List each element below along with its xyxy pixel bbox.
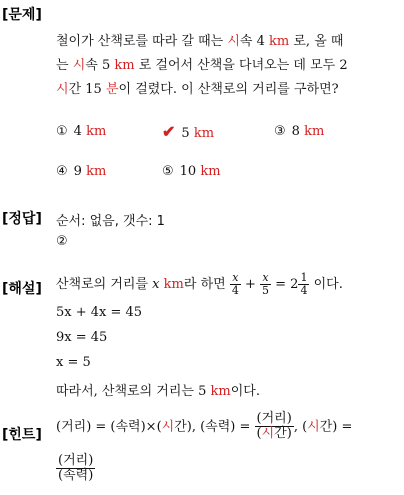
unit-km: km (163, 277, 184, 293)
option-5[interactable] (162, 164, 221, 179)
text: 속 5 (85, 58, 115, 73)
text: 철이가 산책로를 따라 갈 때는 (56, 34, 228, 49)
explanation-label: [해설] (2, 281, 42, 297)
highlight: 시 (227, 34, 240, 49)
text: 라 하면 (183, 277, 230, 293)
checkmark-icon: ✔ (162, 122, 176, 141)
numerator: x (260, 272, 271, 285)
highlight: 시 (72, 58, 86, 73)
explanation-line-4: x = 5 (56, 355, 91, 370)
variable-x: x (152, 277, 160, 293)
answer-label: [정답] (2, 211, 42, 227)
fraction (260, 272, 271, 297)
option-number: ④ (56, 164, 68, 179)
unit-km: km (269, 34, 290, 49)
text: 로, 올 때 (289, 34, 344, 49)
option-value: 9 (73, 164, 82, 179)
text: , ( (293, 419, 308, 435)
option-value: 10 (179, 164, 197, 179)
unit-km: km (304, 124, 325, 139)
option-3[interactable] (274, 124, 324, 139)
numerator: 1 (300, 271, 308, 284)
unit-km: km (114, 58, 135, 73)
unit-km: km (86, 164, 107, 179)
highlight: 시 (307, 419, 320, 435)
option-4[interactable] (56, 164, 106, 179)
option-1[interactable] (56, 124, 106, 139)
text: 간) (274, 426, 292, 442)
text: 간), (속력) = (174, 419, 255, 435)
numerator: x (230, 272, 241, 285)
denominator: (속력) (58, 468, 94, 484)
operator: + (240, 277, 260, 293)
unit-km: km (193, 126, 215, 141)
unit-km: km (86, 124, 107, 139)
numerator: (거리) (255, 412, 294, 427)
text: 이다. (313, 277, 343, 293)
problem-line-2 (56, 54, 348, 73)
text: (거리) = (속력)×( (56, 419, 162, 435)
denominator (255, 427, 294, 441)
fraction (255, 412, 294, 442)
text: 로 걸어서 산책을 다녀오는 데 모두 2 (134, 58, 348, 73)
option-value: 5 (181, 126, 190, 141)
text: 산책로의 거리를 (56, 277, 153, 293)
fraction (230, 272, 241, 297)
problem-label: [문제] (2, 7, 42, 23)
option-value: 8 (291, 124, 300, 139)
highlight: 시 (161, 419, 175, 435)
option-value: 4 (73, 124, 82, 139)
unit-km: km (200, 164, 221, 179)
option-number: ⑤ (162, 164, 174, 179)
denominator: 4 (231, 284, 239, 298)
denominator: 5 (262, 284, 269, 298)
hint-line-2 (56, 454, 95, 484)
problem-line-1 (56, 30, 343, 49)
text: 간) = (319, 419, 353, 435)
option-2[interactable] (162, 122, 214, 141)
fraction (56, 454, 95, 484)
highlight: 시 (261, 426, 275, 442)
explanation-line-5 (56, 380, 260, 399)
hint-label: [힌트] (2, 427, 42, 443)
text: ( (256, 426, 262, 442)
numerator: (거리) (58, 453, 94, 468)
explanation-line-2: 5x + 4x = 45 (56, 305, 143, 320)
fraction (298, 272, 309, 297)
text: 는 (56, 58, 73, 73)
text: 간 15 (68, 82, 106, 97)
text: 이다. (230, 384, 260, 399)
operator: = 2 (271, 277, 299, 293)
unit-km: km (210, 384, 231, 399)
highlight: 분 (105, 82, 119, 97)
text: 속 4 (239, 34, 270, 49)
answer-line-2: ② (56, 234, 68, 249)
option-number: ③ (274, 124, 286, 139)
hint-line-1 (56, 412, 352, 442)
explanation-line-1 (56, 272, 343, 297)
highlight: 시 (56, 82, 69, 97)
option-number: ① (56, 124, 68, 139)
explanation-line-3: 9x = 45 (56, 330, 108, 345)
denominator: 4 (300, 284, 308, 298)
text: 이 걸렸다. 이 산책로의 거리를 구하면? (118, 82, 339, 97)
text: 따라서, 산책로의 거리는 5 (56, 384, 211, 399)
problem-line-3 (56, 78, 339, 97)
answer-line-1: 순서: 없음, 갯수: 1 (56, 214, 165, 229)
